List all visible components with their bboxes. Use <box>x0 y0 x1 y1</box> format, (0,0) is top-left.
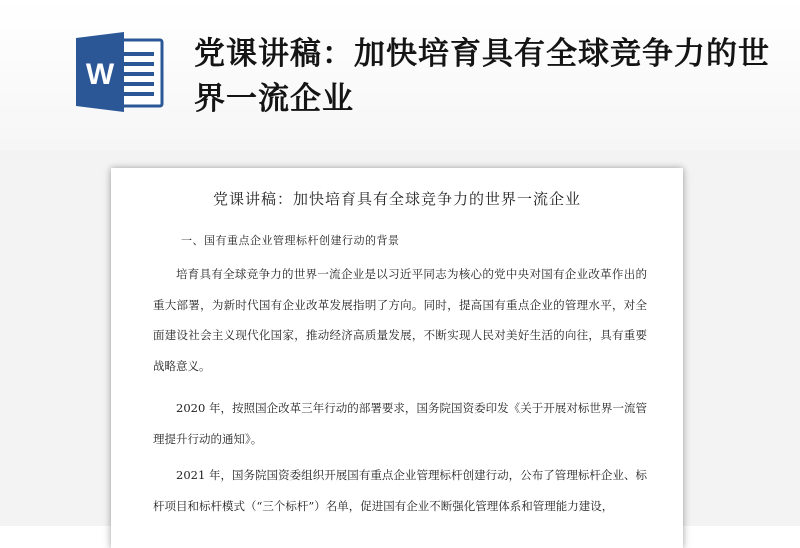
document-page <box>111 168 683 548</box>
document-title: 党课讲稿：加快培育具有全球竞争力的世界一流企业 <box>212 190 581 208</box>
section-heading: 一、国有重点企业管理标杆创建行动的背景 <box>181 234 400 247</box>
paragraph-3: 2021 年，国务院国资委组织开展国有重点企业管理标杆创建行动，公布了管理标杆企业、标杆项目和标杆模式（“三个标杆”）名单，促进国有企业不断强化管理体系和管理能力建设， <box>153 468 647 513</box>
word-document-icon <box>74 32 166 112</box>
paragraph-2: 2020 年，按照国企改革三年行动的部署要求，国务院国资委印发《关于开展对标世界一流管理提升行动的通知》。 <box>153 401 647 446</box>
banner-header <box>0 0 800 150</box>
paragraph-1: 培育具有全球竞争力的世界一流企业是以习近平同志为核心的党中央对国有企业改革作出的重大部署，为新时代国有企业改革发展指明了方向。同时，提高国有重点企业的管理水平，对全面建设社会主义现代化国家，推动经济高质量发展，不断实现人民对美好生活的向往，具有重要战略意义。 <box>153 267 647 373</box>
page-title: 党课讲稿：加快培育具有全球竞争力的世界一流企业 <box>194 36 770 117</box>
word-icon-letter: W <box>85 58 115 91</box>
